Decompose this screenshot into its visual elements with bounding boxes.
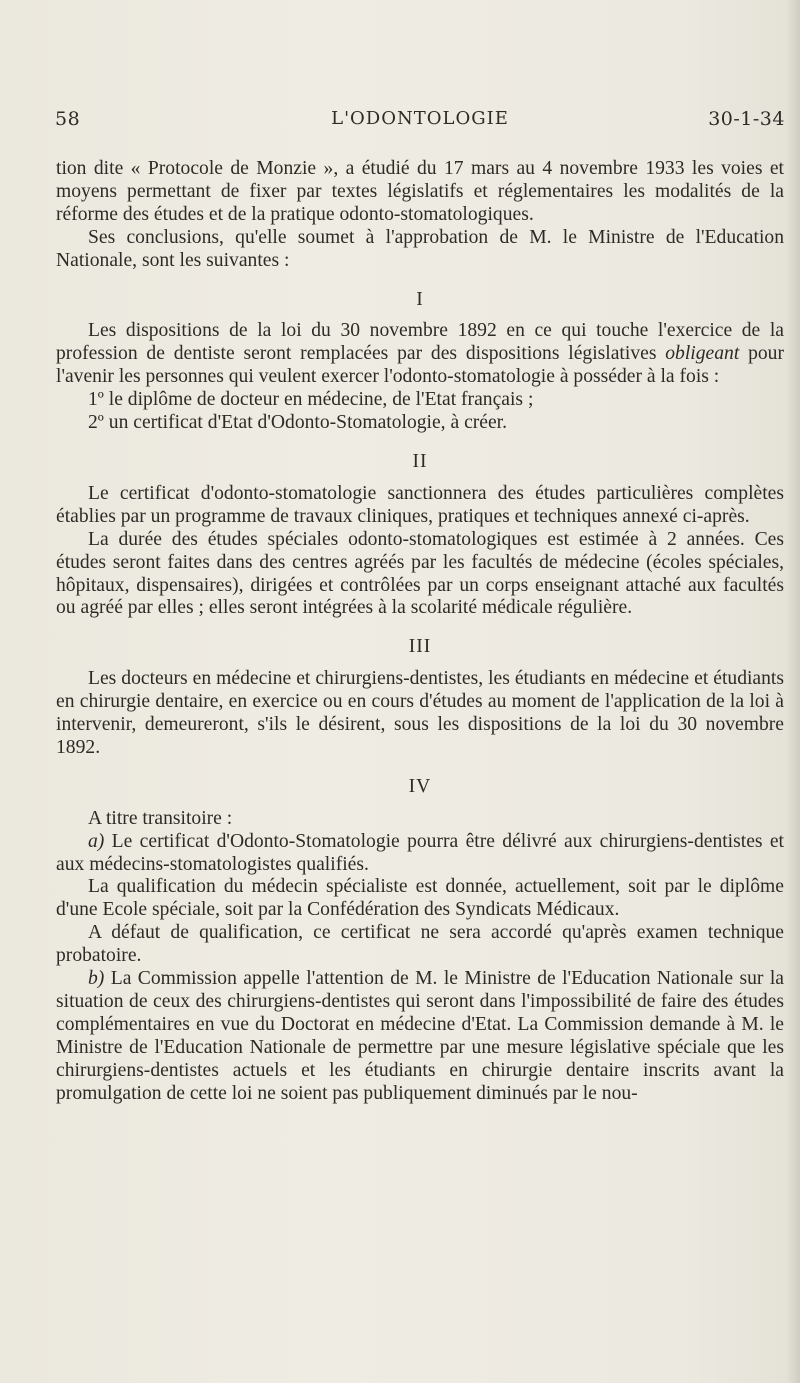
paragraph-continuation: tion dite « Protocole de Monzie », a étudié du 17 mars au 4 novembre 1933 les voies et moyens permettant de fixer par textes législatifs et réglementaires les modalités de la réforme des études et de la pratique odonto-stomatologiques.	[56, 158, 784, 225]
section-heading-4: IV	[408, 775, 432, 797]
list-item-1: 1º le diplôme de docteur en médecine, de l'Etat français ;	[88, 389, 534, 411]
page-edge-shadow	[786, 0, 800, 1383]
italic-term: obligeant	[665, 343, 740, 365]
text-run: Le certificat d'Odonto-Stomatologie pourra être délivré aux chirurgiens-dentistes et aux médecins-stomatologistes qualifiés.	[56, 830, 784, 875]
section-heading-1: I	[416, 288, 424, 310]
section-4-intro: A titre transitoire :	[88, 807, 233, 829]
text-run: pour l'avenir les personnes qui veulent exercer l'odonto-stomatologie à posséder à la fois :	[56, 343, 784, 388]
section-heading-3: III	[408, 636, 432, 658]
page-number: 58	[55, 108, 81, 130]
running-head	[55, 108, 785, 138]
section-3-paragraph: Les docteurs en médecine et chirurgiens-dentistes, les étudiants en médecine et étudiants en chirurgie dentaire, en exercice ou en cours d'études au moment de l'application de la loi à intervenir, demeureront, s'ils le désirent, sous les dispositions de la loi du 30 novembre 1892.	[56, 668, 784, 758]
section-2-paragraph-2: La durée des études spéciales odonto-stomatologiques est estimée à 2 années. Ces études seront faites dans des centres agréés par les facultés de médecine (écoles spéciales, hôpitaux, dispensaires), dirigées et contrôlées par un corps enseignant attaché aux facultés ou agréé par elles ; elles seront intégrées à la scolarité médicale régulière.	[56, 528, 784, 619]
text-run: Les dispositions de la loi du 30 novembre 1892 en ce qui touche l'exercice de la profession de dentiste seront remplacées par des dispositions législatives	[56, 320, 784, 365]
section-4-paragraph-examen: A défaut de qualification, ce certificat ne sera accordé qu'après examen technique probatoire.	[56, 922, 784, 967]
list-item-2: 2º un certificat d'Etat d'Odonto-Stomatologie, à créer.	[88, 412, 508, 434]
item-label: a)	[88, 830, 105, 852]
issue-date: 30-1-34	[708, 108, 785, 130]
section-1-paragraph	[56, 320, 784, 389]
item-label: b)	[88, 968, 105, 990]
section-4-item-b	[56, 968, 784, 1105]
journal-title: L'ODONTOLOGIE	[331, 108, 509, 129]
section-4-item-a	[56, 831, 784, 877]
section-heading-2: II	[412, 450, 428, 472]
section-4-paragraph-qualification: La qualification du médecin spécialiste est donnée, actuellement, soit par le diplôme d'une Ecole spéciale, soit par la Confédération des Syndicats Médicaux.	[56, 876, 784, 921]
paragraph-conclusions: Ses conclusions, qu'elle soumet à l'approbation de M. le Ministre de l'Education Nationale, sont les suivantes :	[56, 226, 784, 271]
text-run: La Commission appelle l'attention de M. le Ministre de l'Education Nationale sur la situation de ceux des chirurgiens-dentistes qui seront dans l'impossibilité de faire des études complémentaires en vue du Doctorat en médecine d'Etat. La Commission demande à M. le Ministre de l'Education Nationale de permettre par une mesure législative spéciale que les chirurgiens-dentistes actuels et les étudiants en chirurgie dentaire inscrits avant la promulgation de cette loi ne soient pas publiquement diminués par le nou-	[56, 968, 784, 1104]
section-2-paragraph-1: Le certificat d'odonto-stomatologie sanctionnera des études particulières complètes établies par un programme de travaux cliniques, pratiques et techniques annexé ci-après.	[56, 482, 784, 527]
article-body	[56, 158, 784, 1106]
